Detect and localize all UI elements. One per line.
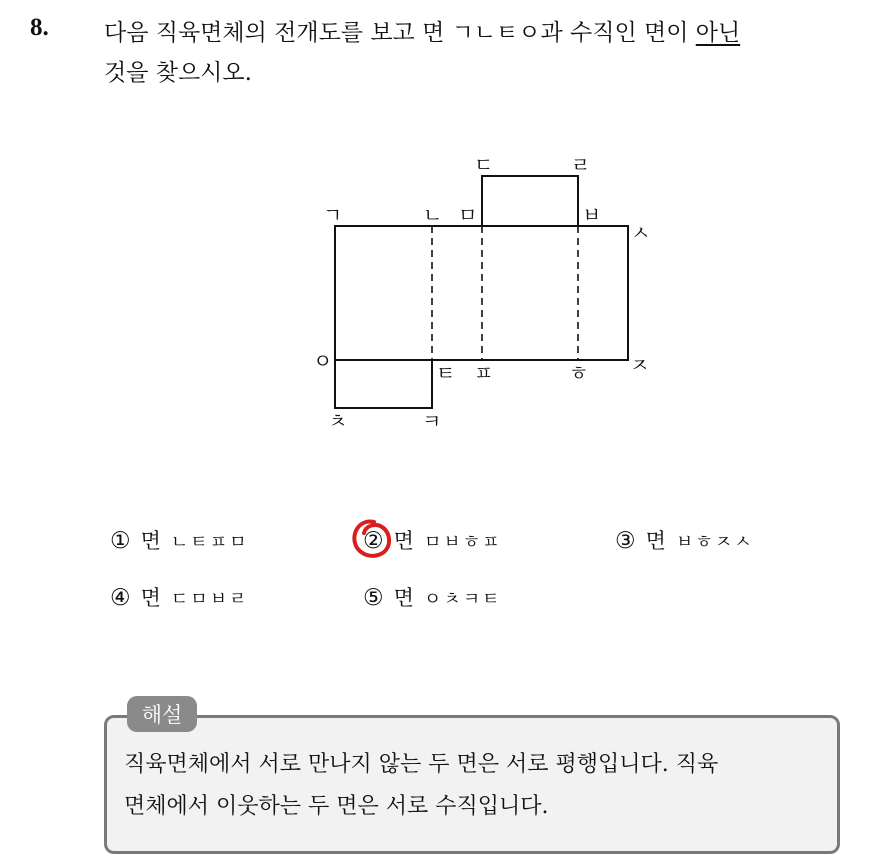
vertex-label: ㅍ xyxy=(474,361,494,385)
vertex-label: ㅎ xyxy=(569,361,589,385)
explanation-tab: 해설 xyxy=(127,696,197,732)
vertex-label: ㅈ xyxy=(630,353,650,377)
choice-5[interactable] xyxy=(363,582,501,612)
choice-number: ④ xyxy=(110,585,131,611)
answer-circle-mark xyxy=(350,516,394,562)
choice-face: ㅇㅊㅋㅌ xyxy=(423,589,502,610)
choice-1[interactable] xyxy=(110,525,248,555)
vertex-label: ㅋ xyxy=(422,409,442,433)
vertex-label: ㅌ xyxy=(436,361,456,385)
choice-4[interactable] xyxy=(110,582,248,612)
vertex-label: ㄷ xyxy=(474,153,494,177)
choice-face: ㅁㅂㅎㅍ xyxy=(423,532,502,553)
choice-number: ⑤ xyxy=(363,585,384,611)
choice-number: ③ xyxy=(615,528,636,554)
vertex-label: ㅇ xyxy=(313,349,333,373)
vertex-label: ㄱ xyxy=(323,203,343,227)
choice-number: ② xyxy=(363,528,384,554)
choice-word: 면 xyxy=(393,586,414,610)
vertex-label: ㅂ xyxy=(582,203,602,227)
vertex-label: ㅁ xyxy=(458,203,478,227)
question-underlined-word: 아닌 xyxy=(695,20,741,46)
vertex-label: ㅊ xyxy=(328,409,348,433)
choice-word: 면 xyxy=(140,529,161,553)
explanation-text xyxy=(124,744,824,828)
choice-face: ㄴㅌㅍㅁ xyxy=(170,532,249,553)
choice-number: ① xyxy=(110,528,131,554)
vertex-label: ㅅ xyxy=(631,221,651,245)
choice-word: 면 xyxy=(645,529,666,553)
choice-word: 면 xyxy=(140,586,161,610)
question-number: 8. xyxy=(30,14,49,41)
vertex-label: ㄴ xyxy=(423,203,443,227)
net-top-flap xyxy=(482,176,578,226)
question-text-line2: 것을 찾으시오. xyxy=(104,60,252,86)
net-bottom-flap xyxy=(335,360,432,408)
choice-word: 면 xyxy=(393,529,414,553)
choice-3[interactable] xyxy=(615,525,753,555)
choice-face: ㄷㅁㅂㄹ xyxy=(170,589,249,610)
explanation-line1: 직육면체에서 서로 만나지 않는 두 면은 서로 평행입니다. 직육 xyxy=(124,752,719,777)
question-text-main: 다음 직육면체의 전개도를 보고 면 ㄱㄴㅌㅇ과 수직인 면이 xyxy=(104,20,696,46)
explanation-line2: 면체에서 이웃하는 두 면은 서로 수직입니다. xyxy=(124,794,549,819)
vertex-label: ㄹ xyxy=(571,153,591,177)
choice-face: ㅂㅎㅈㅅ xyxy=(675,532,754,553)
